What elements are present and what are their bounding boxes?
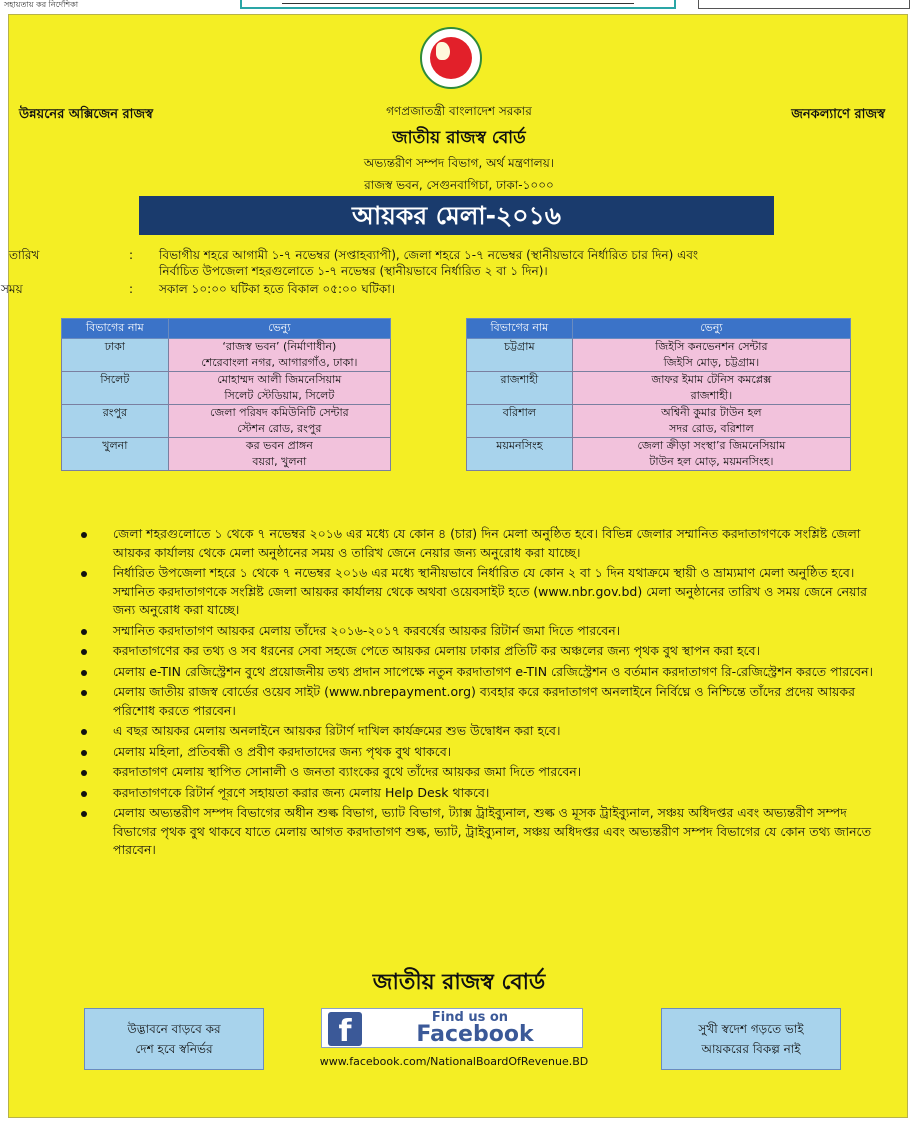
list-item: করদাতাগণের কর তথ্য ও সব ধরনের সেবা সহজে পেতে আয়কর মেলায় ঢাকার প্রতিটি কর অঞ্চলের জন্য পৃথক বুথ স্থাপন করা হবে। — [29, 642, 889, 661]
table-row — [62, 372, 391, 405]
division-cell: চট্টগ্রাম — [467, 339, 573, 372]
top-strip-text: সহায়তায় কর নির্দেশিকা — [4, 0, 79, 9]
facebook-icon: f — [328, 1012, 362, 1046]
division-cell: ঢাকা — [62, 339, 169, 372]
time-info — [1, 281, 901, 299]
list-item: করদাতাগণ মেলায় স্থাপিত সোনালী ও জনতা ব্যাংকের বুথে তাঁদের আয়কর জমা দিতে পারবেন। — [29, 763, 889, 782]
table-header-division: বিভাগের নাম — [62, 319, 169, 339]
division-cell: ময়মনসিংহ — [467, 438, 573, 471]
table-header-venue: ভেন্যু — [572, 319, 850, 339]
organization-name: জাতীয় রাজস্ব বোর্ড — [392, 128, 526, 148]
list-item: মেলায় মহিলা, প্রতিবন্ধী ও প্রবীণ করদাতাদের জন্য পৃথক বুথ থাকবে। — [29, 743, 889, 762]
facebook-brand-text: Facebook — [416, 1022, 534, 1047]
bullet-icon — [81, 791, 87, 797]
date-line-1: বিভাগীয় শহরে আগামী ১-৭ নভেম্বর (সপ্তাহব্যাপী), জেলা শহরে ১-৭ নভেম্বর (স্থানীয়ভাবে নির্ধারিত চার দিন) এবং — [159, 248, 699, 262]
venue-cell: জেলা ক্রীড়া সংস্থা’র জিমনেসিয়াম টাউন হল মোড়, ময়মনসিংহ। — [572, 438, 850, 471]
date-value — [159, 247, 897, 279]
date-line-2: নির্বাচিত উপজেলা শহরগুলোতে ১-৭ নভেম্বর (স্থানীয়ভাবে নির্ধারিত ২ বা ১ দিন)। — [159, 264, 548, 278]
list-item: জেলা শহরগুলোতে ১ থেকে ৭ নভেম্বর ২০১৬ এর মধ্যে যে কোন ৪ (চার) দিন মেলা অনুষ্ঠিত হবে। বিভিন্ন জেলার সম্মানিত করদাতাগণকে সংশ্লিষ্ট জেলা আয়কর কার্যালয় থেকে মেলা অনুষ্ঠানের সময় ও তারিখ জেনে নেয়ার জন্য অনুরোধ করা যাচ্ছে। — [29, 525, 889, 562]
list-item: মেলায় e-TIN রেজিস্ট্রেশন বুথে প্রয়োজনীয় তথ্য প্রদান সাপেক্ষে নতুন করদাতাগণ e-TIN রেজিস্ট্রেশন ও বর্তমান করদাতাগণ রি-রেজিস্ট্রেশন করতে পারবেন। — [29, 663, 889, 682]
facebook-url[interactable]: www.facebook.com/NationalBoardOfRevenue.BD — [319, 1055, 589, 1068]
left-slogan: উন্নয়নের অক্সিজেন রাজস্ব — [19, 107, 153, 122]
table-row — [467, 438, 851, 471]
list-item: সম্মানিত করদাতাগণ আয়কর মেলায় তাঁদের ২০১৬-২০১৭ করবর্ষের আয়কর রিটার্ন জমা দিতে পারবেন। — [29, 622, 889, 641]
table-row — [467, 405, 851, 438]
time-colon: : — [129, 282, 134, 296]
venue-table-right — [466, 318, 851, 471]
table-row — [467, 339, 851, 372]
top-strip-box-right — [698, 0, 910, 9]
organization-address: রাজস্ব ভবন, সেগুনবাগিচা, ঢাকা-১০০০ — [364, 178, 554, 192]
right-slogan: জনকল্যাণে রাজস্ব — [791, 107, 885, 122]
division-cell: খুলনা — [62, 438, 169, 471]
list-item: করদাতাগণকে রিটার্ন পূরণে সহায়তা করার জন্য মেলায় Help Desk থাকবে। — [29, 784, 889, 803]
division-cell: রংপুর — [62, 405, 169, 438]
venue-table-left — [61, 318, 391, 471]
left-slogan-line-2: দেশ হবে স্বনির্ভর — [135, 1042, 213, 1056]
left-slogan-box — [84, 1008, 264, 1070]
event-banner: আয়কর মেলা-২০১৬ — [139, 196, 774, 235]
facebook-find-text: Find us on — [431, 1010, 509, 1025]
venue-cell: মোহাম্মদ আলী জিমনেসিয়াম সিলেট স্টেডিয়াম, সিলেট — [168, 372, 390, 405]
poster — [1, 14, 908, 1118]
bullet-icon — [81, 750, 87, 756]
time-value: সকাল ১০:০০ ঘটিকা হতে বিকাল ০৫:০০ ঘটিকা। — [159, 282, 395, 296]
right-slogan-line-1: সুখী স্বদেশ গড়তে ভাই — [698, 1022, 804, 1036]
bullet-icon — [81, 811, 87, 817]
bullet-icon — [81, 571, 87, 577]
date-info — [9, 247, 909, 283]
division-name: অভ্যন্তরীণ সম্পদ বিভাগ, অর্থ মন্ত্রণালয়। — [363, 156, 555, 170]
table-row — [467, 372, 851, 405]
date-label: তারিখ — [9, 248, 40, 262]
date-colon: : — [129, 248, 134, 262]
division-cell: সিলেট — [62, 372, 169, 405]
table-header-division: বিভাগের নাম — [467, 319, 573, 339]
venue-cell: ‘রাজস্ব ভবন’ (নির্মাণাধীন) শেরেবাংলা নগর, আগারগাঁও, ঢাকা। — [168, 339, 390, 372]
time-label: সময় — [1, 282, 23, 296]
top-strip — [0, 0, 915, 12]
venue-cell: জাফর ইমাম টেনিস কমপ্লেক্স রাজশাহী। — [572, 372, 850, 405]
venue-cell: অশ্বিনী কুমার টাউন হল সদর রোড, বরিশাল — [572, 405, 850, 438]
bullet-icon — [81, 532, 87, 538]
header-block — [209, 103, 709, 197]
list-item: মেলায় জাতীয় রাজস্ব বোর্ডের ওয়েব সাইট (www.nbrepayment.org) ব্যবহার করে করদাতাগণ অনলাইনে নির্বিঘ্নে ও নিশ্চিন্তে তাঁদের প্রদেয় আয়কর পরিশোধ করতে পারবেন। — [29, 683, 889, 720]
table-header-venue: ভেন্যু — [168, 319, 390, 339]
list-item: নির্ধারিত উপজেলা শহরে ১ থেকে ৭ নভেম্বর ২০১৬ এর মধ্যে স্থানীয়ভাবে নির্ধারিত যে কোন ২ বা ১ দিন যথাক্রমে স্থায়ী ও ভ্রাম্যমাণ মেলা অনুষ্ঠিত হবে। সম্মানিত করদাতাগণকে সংশ্লিষ্ট জেলা আয়কর কার্যালয় থেকে অথবা ওয়েবসাইট হতে (www.nbr.gov.bd) মেলা অনুষ্ঠানের তারিখ ও সময় জেনে নেয়ার জন্য অনুরোধ করা যাচ্ছে। — [29, 564, 889, 620]
list-item: এ বছর আয়কর মেলায় অনলাইনে আয়কর রিটার্ণ দাখিল কার্যক্রমের শুভ উদ্বোধন করা হবে। — [29, 722, 889, 741]
top-strip-box — [240, 0, 676, 9]
venue-cell: কর ভবন প্রাঙ্গন বয়রা, খুলনা — [168, 438, 390, 471]
left-slogan-line-1: উদ্ভাবনে বাড়বে কর — [127, 1022, 221, 1036]
venue-cell: জেলা পরিষদ কমিউনিটি সেন্টার স্টেশন রোড, রংপুর — [168, 405, 390, 438]
notice-list — [29, 525, 889, 862]
right-slogan-line-2: আয়করের বিকল্প নাই — [701, 1042, 801, 1056]
venue-cell: জিইসি কনভেনশন সেন্টার জিইসি মোড়, চট্টগ্রাম। — [572, 339, 850, 372]
facebook-badge[interactable] — [321, 1008, 583, 1048]
bullet-icon — [81, 670, 87, 676]
list-item: মেলায় অভ্যন্তরীণ সম্পদ বিভাগের অধীন শুল্ক বিভাগ, ভ্যাট বিভাগ, ট্যাক্স ট্রাইব্যুনাল, শুল্ক ও মূসক ট্রাইব্যুনাল, সঞ্চয় অধিদপ্তর এবং অভ্যন্তরীণ সম্পদ বিভাগের পৃথক বুথ থাকবে যাতে মেলায় আগত করদাতাগণ শুল্ক, ভ্যাট, ট্রাইব্যুনাল, সঞ্চয় অধিদপ্তর এবং অভ্যন্তরীণ সম্পদ বিভাগের যে কোন তথ্য জানতে পারবেন। — [29, 804, 889, 860]
bullet-icon — [81, 649, 87, 655]
footer-organization-name: জাতীয় রাজস্ব বোর্ড — [372, 970, 546, 995]
division-cell: রাজশাহী — [467, 372, 573, 405]
bullet-icon — [81, 770, 87, 776]
bullet-icon — [81, 729, 87, 735]
right-slogan-box — [661, 1008, 841, 1070]
government-seal-icon — [420, 27, 482, 89]
table-row — [62, 339, 391, 372]
government-name: গণপ্রজাতন্ত্রী বাংলাদেশ সরকার — [386, 104, 532, 118]
bullet-icon — [81, 690, 87, 696]
bullet-icon — [81, 629, 87, 635]
table-row — [62, 438, 391, 471]
table-row — [62, 405, 391, 438]
division-cell: বরিশাল — [467, 405, 573, 438]
